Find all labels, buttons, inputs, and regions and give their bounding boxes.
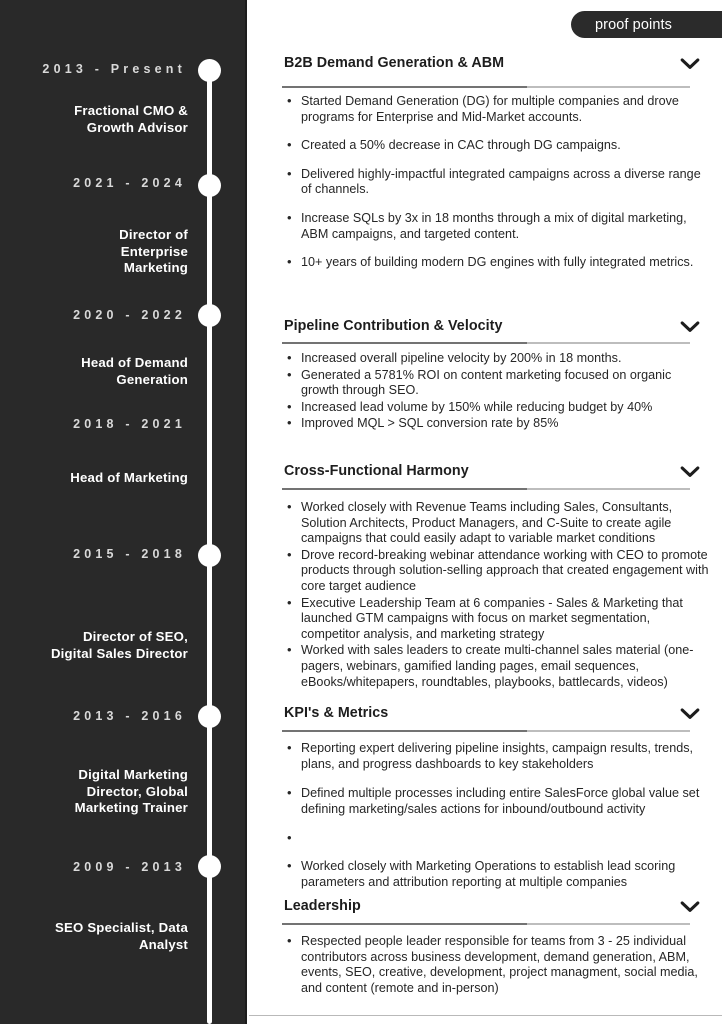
- timeline-role-title: Director of Enterprise Marketing: [119, 227, 188, 275]
- section-title: Leadership: [284, 898, 361, 914]
- chevron-down-icon[interactable]: [680, 900, 700, 914]
- bullet-item: • Improved MQL > SQL conversion rate by 85%: [285, 416, 710, 432]
- timeline-role-title: Head of Marketing: [70, 470, 188, 485]
- bullet-item: • Worked closely with Revenue Teams including Sales, Consultants, Solution Architects, Product Managers, and C-Suite to create agile campaigns that could easily adapt to variable market conditions: [285, 500, 710, 547]
- timeline-role-title: Fractional CMO & Growth Advisor: [74, 103, 188, 135]
- timeline-date: 2013 - 2016: [73, 709, 186, 723]
- proof-points-badge-label: proof points: [595, 16, 672, 33]
- chevron-down-icon[interactable]: [680, 57, 700, 71]
- timeline-dot: [198, 855, 221, 878]
- timeline-dot: [198, 544, 221, 567]
- bullet-item: • Drove record-breaking webinar attendance working with CEO to promote products through solution-selling approach that created engagement with core target audience: [285, 548, 710, 595]
- section-title: Cross-Functional Harmony: [284, 463, 469, 479]
- section-bullet-list: [285, 94, 710, 271]
- bullet-item: [285, 831, 710, 845]
- proof-points-badge: [571, 11, 722, 38]
- timeline-date: 2021 - 2024: [73, 176, 186, 190]
- accordion-section: [249, 898, 722, 995]
- bullet-item: • Started Demand Generation (DG) for multiple companies and drove programs for Enterprise and Mid-Market accounts.: [285, 94, 710, 125]
- chevron-down-icon[interactable]: [680, 320, 700, 334]
- timeline-date: 2015 - 2018: [73, 547, 186, 561]
- bullet-item: • Respected people leader responsible for teams from 3 - 25 individual contributors across business development, demand generation, ABM, events, SEO, creative, development, project managment, social media, and content (remote and in-person): [285, 934, 710, 996]
- section-bullet-list: [285, 500, 710, 690]
- section-title: Pipeline Contribution & Velocity: [284, 318, 503, 334]
- bullet-item: • Worked with sales leaders to create multi-channel sales material (one-pagers, webinars, gamified landing pages, email sequences, eBooks/whitepapers, roundtables, playbooks, battlecards, videos): [285, 643, 710, 690]
- bullet-item: • Generated a 5781% ROI on content marketing focused on organic growth through SEO.: [285, 368, 710, 399]
- timeline-role-title: Director of SEO, Digital Sales Director: [50, 629, 188, 661]
- timeline-sidebar: [0, 0, 247, 1024]
- timeline-dot: [198, 304, 221, 327]
- section-bullet-list: [285, 741, 710, 891]
- section-divider: [282, 342, 690, 344]
- bullet-item: • Executive Leadership Team at 6 companies - Sales & Marketing that launched GTM campaigns with focus on market segmentation, competitor analysis, and marketing strategy: [285, 596, 710, 643]
- chevron-down-icon[interactable]: [680, 465, 700, 479]
- timeline-dot: [198, 174, 221, 197]
- accordion-section: [249, 463, 722, 689]
- timeline-role-title: SEO Specialist, Data Analyst: [55, 920, 188, 952]
- bullet-item: • Worked closely with Marketing Operations to establish lead scoring parameters and attribution reporting at multiple companies: [285, 859, 710, 890]
- bullet-item: • Reporting expert delivering pipeline insights, campaign results, trends, plans, and progress dashboards to key stakeholders: [285, 741, 710, 772]
- section-title: B2B Demand Generation & ABM: [284, 55, 505, 71]
- accordion-section: [249, 705, 722, 889]
- bullet-item: • Increase SQLs by 3x in 18 months through a mix of digital marketing, ABM campaigns, and targeted content.: [285, 211, 710, 242]
- section-divider: [282, 488, 690, 490]
- timeline-date: 2013 - Present: [42, 62, 186, 76]
- section-bullet-list: [285, 934, 710, 996]
- timeline-role-title: Digital Marketing Director, Global Marketing Trainer: [74, 767, 188, 815]
- section-divider: [282, 923, 690, 925]
- accordion-section: [249, 55, 722, 270]
- timeline-date: 2018 - 2021: [73, 417, 186, 431]
- bullet-item: • Delivered highly-impactful integrated campaigns across a diverse range of channels.: [285, 167, 710, 198]
- timeline-date: 2009 - 2013: [73, 860, 186, 874]
- chevron-down-icon[interactable]: [680, 707, 700, 721]
- proof-points-content: [249, 0, 722, 1024]
- bullet-item: • Increased lead volume by 150% while reducing budget by 40%: [285, 400, 710, 416]
- section-divider: [282, 730, 690, 732]
- section-divider: [282, 86, 690, 88]
- section-bullet-list: [285, 351, 710, 432]
- section-header[interactable]: [249, 55, 722, 85]
- timeline-date: 2020 - 2022: [73, 308, 186, 322]
- bullet-item: • Defined multiple processes including entire SalesForce global value set defining marketing/sales actions for inbound/outbound activity: [285, 786, 710, 817]
- timeline-dot: [198, 705, 221, 728]
- bullet-item: • 10+ years of building modern DG engines with fully integrated metrics.: [285, 255, 710, 271]
- bullet-item: • Increased overall pipeline velocity by 200% in 18 months.: [285, 351, 710, 367]
- accordion-section: [249, 318, 722, 431]
- timeline-dot: [198, 59, 221, 82]
- section-title: KPI's & Metrics: [284, 705, 389, 721]
- page-bottom-divider: [249, 1015, 722, 1016]
- timeline-role-title: Head of Demand Generation: [81, 355, 188, 387]
- timeline-sidebar-inner: [0, 0, 245, 1024]
- bullet-item: • Created a 50% decrease in CAC through DG campaigns.: [285, 138, 710, 154]
